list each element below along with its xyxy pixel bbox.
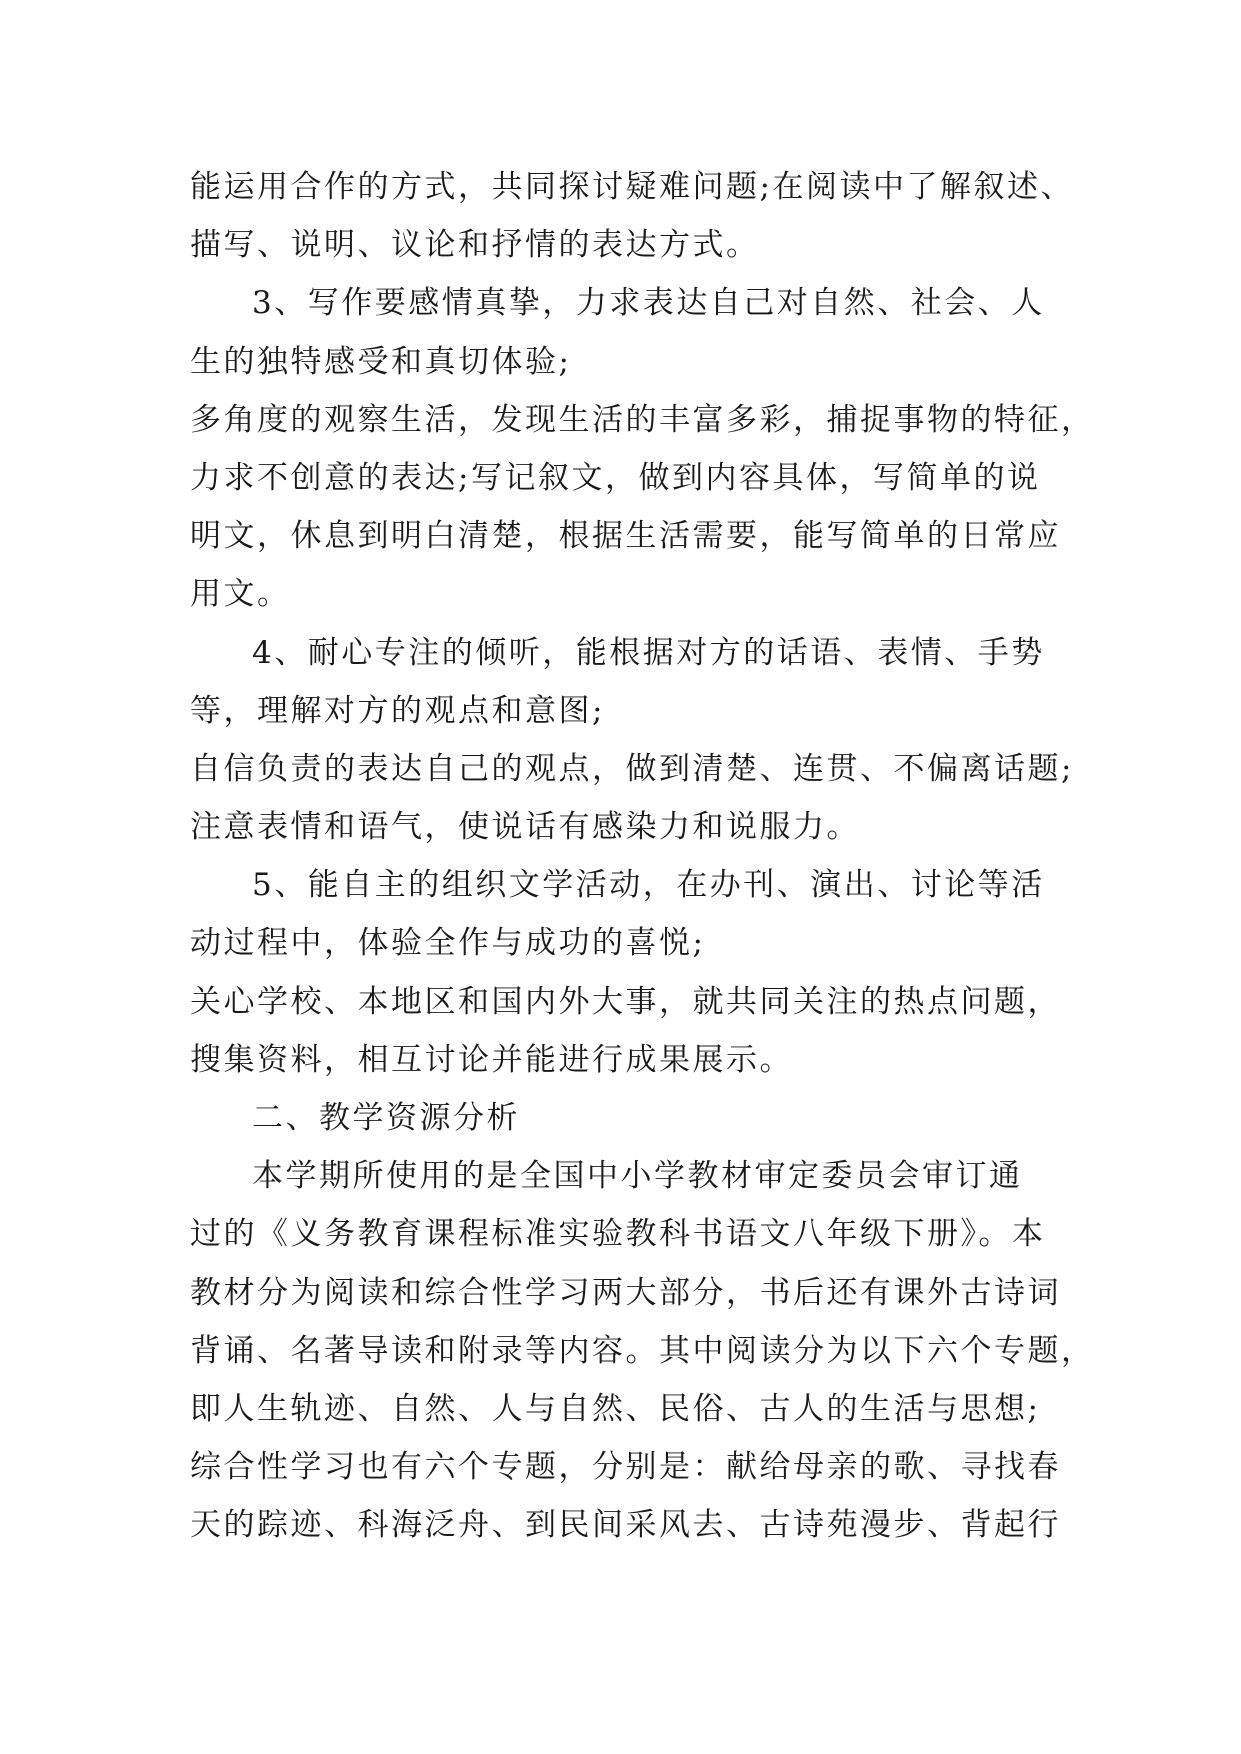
- text-line: 天的踪迹、科海泛舟、到民间采风去、古诗苑漫步、背起行: [190, 1507, 1061, 1544]
- section-heading: 二、教学资源分析: [252, 1100, 520, 1136]
- text-line: 动过程中，体验全作与成功的喜悦;: [190, 925, 706, 962]
- text-line: 教材分为阅读和综合性学习两大部分，书后还有课外古诗词: [190, 1274, 1061, 1311]
- document-body: [190, 158, 1095, 1555]
- text-line: 明文，休息到明白清楚，根据生活需要，能写简单的日常应: [190, 518, 1061, 555]
- text-line: 背诵、名著导读和附录等内容。其中阅读分为以下六个专题，: [190, 1332, 1095, 1369]
- text-line: 过的《义务教育课程标准实验教科书语文八年级下册》。本: [190, 1216, 1046, 1253]
- text-line: 本学期所使用的是全国中小学教材审定委员会审订通: [252, 1158, 1023, 1195]
- text-line: 力求不创意的表达;写记叙文，做到内容具体，写简单的说: [190, 459, 1041, 496]
- text-line: 生的独特感受和真切体验;: [190, 343, 572, 380]
- text-line: 3、写作要感情真挚，力求表达自己对自然、社会、人: [252, 285, 1045, 322]
- text-line: 即人生轨迹、自然、人与自然、民俗、古人的生活与思想;: [190, 1390, 1041, 1427]
- text-line: 4、耐心专注的倾听，能根据对方的话语、表情、手势: [252, 634, 1045, 671]
- text-line: 能运用合作的方式，共同探讨疑难问题;在阅读中了解叙述、: [190, 169, 1074, 205]
- text-line: 综合性学习也有六个专题，分别是：献给母亲的歌、寻找春: [190, 1449, 1061, 1486]
- text-line: 等，理解对方的观点和意图;: [190, 692, 605, 729]
- text-line: 注意表情和语气，使说话有感染力和说服力。: [190, 809, 860, 846]
- text-line: 搜集资料，相互讨论并能进行成果展示。: [190, 1041, 793, 1078]
- text-line: 关心学校、本地区和国内外大事，就共同关注的热点问题，: [190, 983, 1061, 1020]
- text-line: 用文。: [190, 576, 291, 613]
- text-line: 5、能自主的组织文学活动，在办刊、演出、讨论等活: [252, 867, 1045, 904]
- text-line: 多角度的观察生活，发现生活的丰富多彩，捕捉事物的特征，: [190, 401, 1095, 438]
- text-line: 描写、说明、议论和抒情的表达方式。: [190, 227, 760, 264]
- text-line: 自信负责的表达自己的观点，做到清楚、连贯、不偏离话题;: [190, 750, 1074, 787]
